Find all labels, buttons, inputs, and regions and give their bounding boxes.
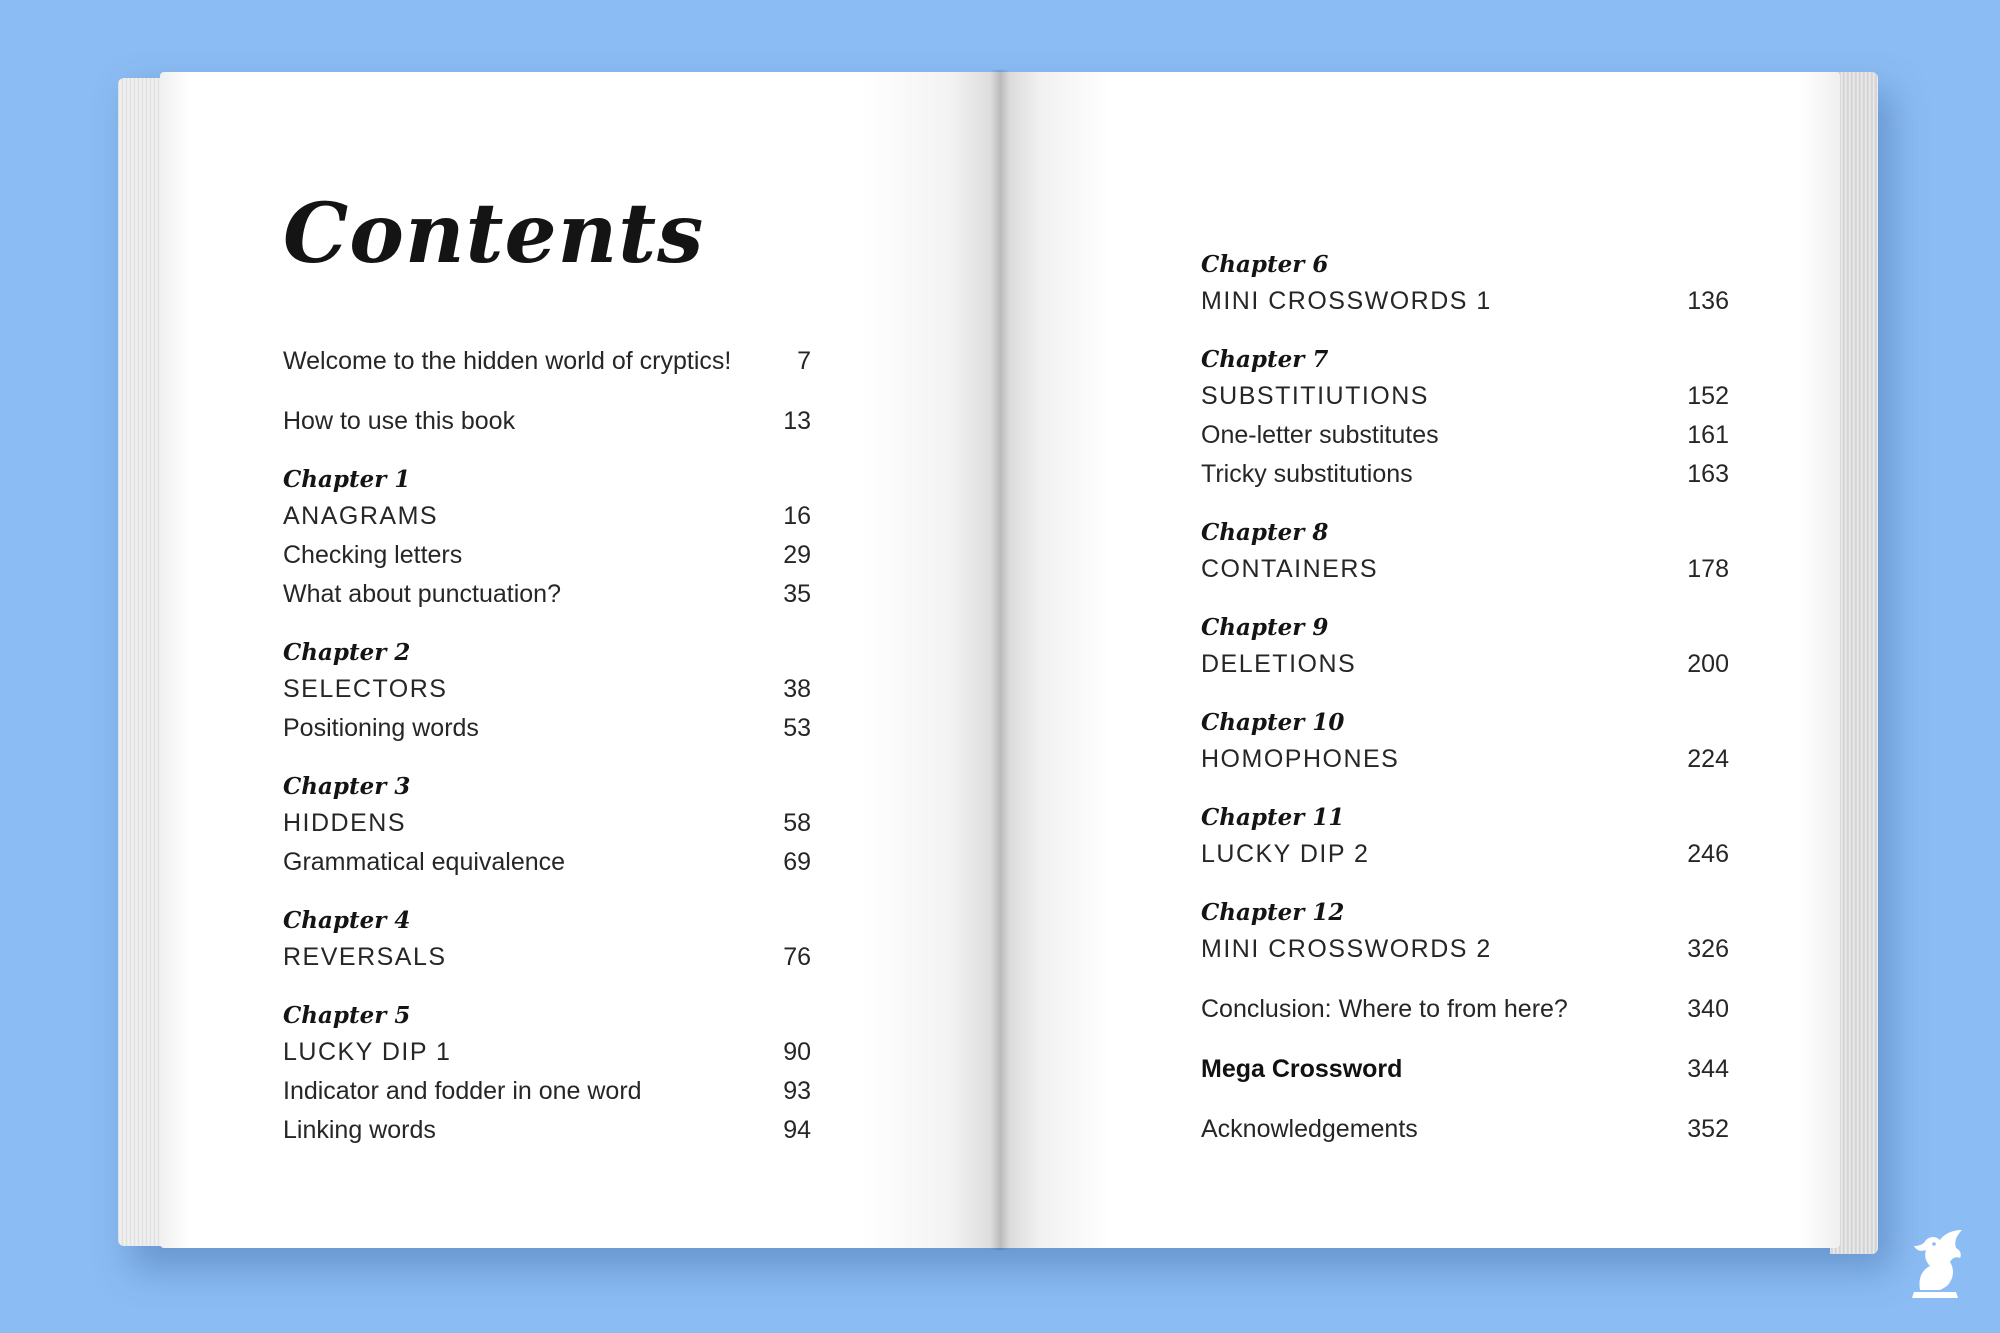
toc-entry-title: HOMOPHONES xyxy=(1201,745,1400,773)
toc-entry[interactable] xyxy=(1201,550,1729,589)
toc-entry[interactable] xyxy=(1201,740,1729,779)
toc-entry-title: Acknowledgements xyxy=(1201,1115,1418,1143)
toc-entry[interactable] xyxy=(1201,930,1729,969)
toc-chapter-heading: Chapter 2 xyxy=(283,639,411,666)
toc-page-number: 53 xyxy=(783,714,811,742)
toc-spacer xyxy=(283,882,811,904)
toc-spacer xyxy=(283,614,811,636)
toc-entry-title: REVERSALS xyxy=(283,943,447,971)
toc-page-number: 58 xyxy=(783,809,811,837)
page-title: Contents xyxy=(283,186,705,282)
toc-page-number: 178 xyxy=(1687,555,1729,583)
toc-entry-title: LUCKY DIP 1 xyxy=(283,1038,452,1066)
toc-page-number: 76 xyxy=(783,943,811,971)
toc-spacer xyxy=(1201,1089,1729,1110)
toc-page-number: 69 xyxy=(783,848,811,876)
toc-spacer xyxy=(1201,684,1729,706)
toc-chapter-heading: Chapter 5 xyxy=(283,1002,411,1029)
toc-spacer xyxy=(1201,494,1729,516)
toc-entry[interactable] xyxy=(283,709,811,748)
toc-entry-title: Grammatical equivalence xyxy=(283,848,566,876)
toc-page-number: 163 xyxy=(1687,460,1729,488)
book-gutter xyxy=(990,70,1010,1250)
toc-page-number: 326 xyxy=(1687,935,1729,963)
toc-entry-title: SUBSTITIUTIONS xyxy=(1201,382,1429,410)
toc-spacer xyxy=(283,381,811,402)
toc-chapter-heading: Chapter 8 xyxy=(1201,519,1329,546)
toc-page-number: 94 xyxy=(783,1116,811,1144)
toc-entry[interactable] xyxy=(283,402,811,441)
toc-spacer xyxy=(1201,779,1729,801)
toc-entry[interactable] xyxy=(1201,1110,1729,1149)
toc-chapter-heading: Chapter 10 xyxy=(1201,709,1345,736)
toc-entry-title: CONTAINERS xyxy=(1201,555,1379,583)
toc-page-number: 161 xyxy=(1687,421,1729,449)
toc-entry[interactable] xyxy=(283,804,811,843)
toc-entry-title: Indicator and fodder in one word xyxy=(283,1077,642,1105)
toc-spacer xyxy=(283,977,811,999)
toc-entry-title: Conclusion: Where to from here? xyxy=(1201,995,1568,1023)
toc-page-number: 136 xyxy=(1687,287,1729,315)
toc-right-column xyxy=(1201,248,1729,1149)
toc-spacer xyxy=(1201,1029,1729,1050)
toc-entry[interactable] xyxy=(283,1072,811,1111)
toc-page-number: 90 xyxy=(783,1038,811,1066)
toc-entry[interactable] xyxy=(283,497,811,536)
toc-entry-title: DELETIONS xyxy=(1201,650,1357,678)
toc-entry[interactable] xyxy=(283,1111,811,1150)
toc-entry-title: One-letter substitutes xyxy=(1201,421,1439,449)
toc-entry[interactable] xyxy=(1201,282,1729,321)
toc-entry-title: Mega Crossword xyxy=(1201,1055,1403,1083)
griffin-icon xyxy=(1900,1228,1970,1300)
toc-entry[interactable] xyxy=(283,843,811,882)
toc-entry-title: Checking letters xyxy=(283,541,463,569)
toc-page-number: 93 xyxy=(783,1077,811,1105)
toc-entry-title: Linking words xyxy=(283,1116,436,1144)
toc-entry[interactable] xyxy=(283,1033,811,1072)
toc-chapter-heading: Chapter 9 xyxy=(1201,614,1329,641)
toc-page-number: 16 xyxy=(783,502,811,530)
toc-entry-title: Welcome to the hidden world of cryptics! xyxy=(283,347,732,375)
toc-page-number: 340 xyxy=(1687,995,1729,1023)
toc-page-number: 35 xyxy=(783,580,811,608)
toc-chapter-heading: Chapter 7 xyxy=(1201,346,1329,373)
toc-page-number: 224 xyxy=(1687,745,1729,773)
toc-page-number: 344 xyxy=(1687,1055,1729,1083)
toc-page-number: 246 xyxy=(1687,840,1729,868)
toc-entry-title: ANAGRAMS xyxy=(283,502,439,530)
toc-entry[interactable] xyxy=(1201,990,1729,1029)
toc-chapter-heading: Chapter 6 xyxy=(1201,251,1329,278)
toc-entry-title: What about punctuation? xyxy=(283,580,561,608)
toc-page-number: 200 xyxy=(1687,650,1729,678)
toc-chapter-heading: Chapter 12 xyxy=(1201,899,1345,926)
toc-page-number: 29 xyxy=(783,541,811,569)
toc-entry[interactable] xyxy=(283,536,811,575)
toc-entry-title: Positioning words xyxy=(283,714,479,742)
toc-entry-title: HIDDENS xyxy=(283,809,407,837)
toc-page-number: 38 xyxy=(783,675,811,703)
toc-entry[interactable] xyxy=(1201,416,1729,455)
toc-entry[interactable] xyxy=(283,938,811,977)
toc-spacer xyxy=(283,441,811,463)
toc-page-number: 352 xyxy=(1687,1115,1729,1143)
toc-entry-title: Tricky substitutions xyxy=(1201,460,1413,488)
toc-spacer xyxy=(283,748,811,770)
toc-entry[interactable] xyxy=(1201,835,1729,874)
toc-entry-title: How to use this book xyxy=(283,407,516,435)
toc-chapter-heading: Chapter 3 xyxy=(283,773,411,800)
toc-entry[interactable] xyxy=(283,342,811,381)
toc-spacer xyxy=(1201,321,1729,343)
toc-entry[interactable] xyxy=(283,670,811,709)
toc-page-number: 7 xyxy=(797,347,811,375)
toc-spacer xyxy=(1201,589,1729,611)
toc-spacer xyxy=(1201,874,1729,896)
toc-entry-title: LUCKY DIP 2 xyxy=(1201,840,1370,868)
toc-entry-title: MINI CROSSWORDS 1 xyxy=(1201,287,1492,315)
toc-chapter-heading: Chapter 11 xyxy=(1201,804,1345,831)
toc-entry-title: SELECTORS xyxy=(283,675,448,703)
toc-spacer xyxy=(1201,969,1729,990)
toc-entry-title: MINI CROSSWORDS 2 xyxy=(1201,935,1492,963)
toc-entry[interactable] xyxy=(1201,645,1729,684)
toc-page-number: 13 xyxy=(783,407,811,435)
toc-entry[interactable] xyxy=(283,575,811,614)
toc-entry[interactable] xyxy=(1201,377,1729,416)
toc-entry[interactable] xyxy=(1201,1050,1729,1089)
toc-chapter-heading: Chapter 1 xyxy=(283,466,411,493)
toc-left-column xyxy=(283,342,811,1150)
toc-page-number: 152 xyxy=(1687,382,1729,410)
toc-chapter-heading: Chapter 4 xyxy=(283,907,411,934)
toc-entry[interactable] xyxy=(1201,455,1729,494)
